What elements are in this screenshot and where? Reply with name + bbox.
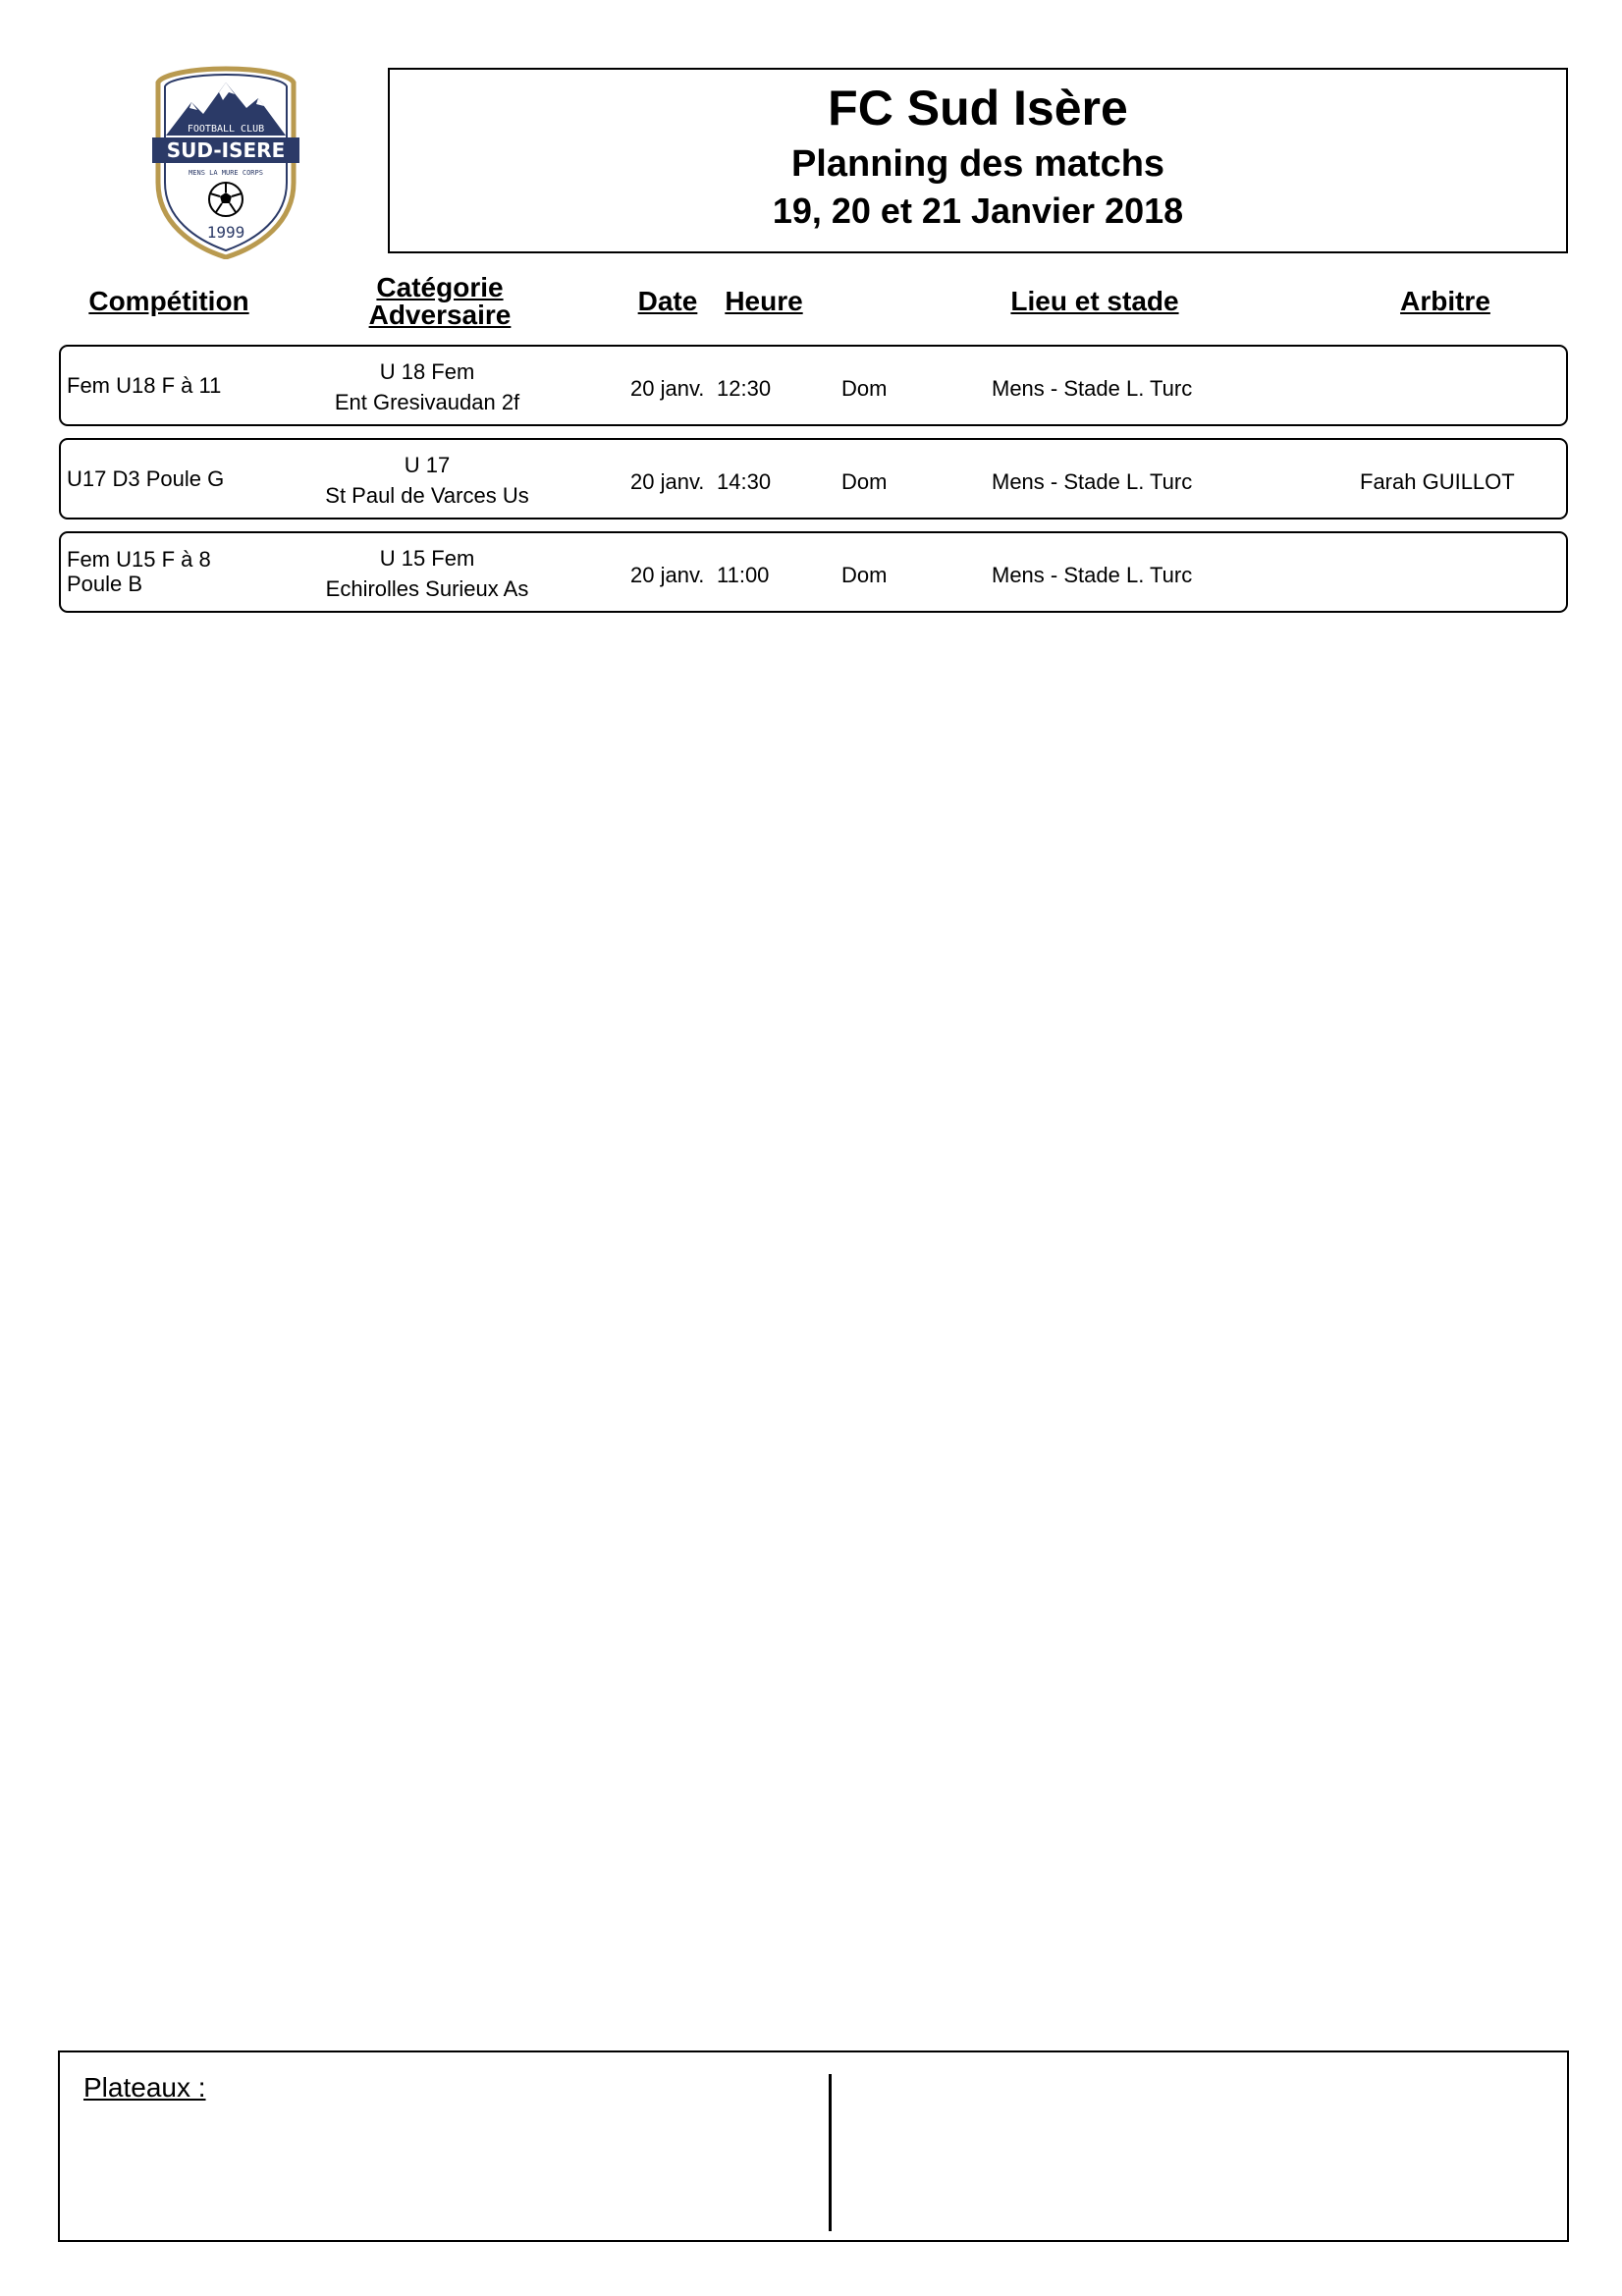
date: 20 janv. xyxy=(630,376,705,401)
lieu: Mens - Stade L. Turc xyxy=(992,376,1193,401)
competition-line2: Poule B xyxy=(67,572,143,596)
header-lieu: Lieu et stade xyxy=(1010,286,1179,316)
match-row xyxy=(59,345,1568,426)
adversaire: Ent Gresivaudan 2f xyxy=(334,390,520,414)
arbitre: Farah GUILLOT xyxy=(1360,469,1515,494)
competition: Fem U18 F à 11 xyxy=(67,373,222,398)
adversaire: Echirolles Surieux As xyxy=(325,576,529,601)
logo-top-text: FOOTBALL CLUB xyxy=(187,124,265,135)
date-range: 19, 20 et 21 Janvier 2018 xyxy=(772,191,1184,231)
subtitle: Planning des matchs xyxy=(790,143,1165,185)
header-date: Date xyxy=(637,286,698,316)
competition: Fem U15 F à 8 xyxy=(67,547,211,572)
header-categorie: Catégorie xyxy=(376,272,504,302)
match-row xyxy=(59,531,1568,613)
adversaire: St Paul de Varces Us xyxy=(325,483,529,508)
lieu-type: Dom xyxy=(841,469,888,494)
date: 20 janv. xyxy=(630,469,705,494)
logo-name: SUD-ISERE xyxy=(166,138,286,162)
header-arbitre: Arbitre xyxy=(1400,286,1490,316)
plateaux-box xyxy=(58,2050,1569,2242)
categorie: U 15 Fem xyxy=(379,546,475,571)
logo-towns: MENS LA MURE CORPS xyxy=(189,169,263,177)
heure: 14:30 xyxy=(717,469,772,494)
lieu-type: Dom xyxy=(841,563,888,587)
plateaux-divider xyxy=(829,2074,832,2231)
categorie: U 17 xyxy=(404,453,451,477)
heure: 12:30 xyxy=(717,376,772,401)
heure: 11:00 xyxy=(717,563,770,587)
club-title: FC Sud Isère xyxy=(828,81,1128,136)
match-row xyxy=(59,438,1568,519)
plateaux-label: Plateaux : xyxy=(83,2072,206,2103)
header-adversaire: Adversaire xyxy=(368,300,512,330)
lieu: Mens - Stade L. Turc xyxy=(992,563,1193,587)
categorie: U 18 Fem xyxy=(379,359,475,384)
header-heure: Heure xyxy=(725,286,803,316)
lieu: Mens - Stade L. Turc xyxy=(992,469,1193,494)
header-competition: Compétition xyxy=(88,286,249,316)
logo-year: 1999 xyxy=(206,223,245,242)
club-logo xyxy=(152,65,299,259)
date: 20 janv. xyxy=(630,563,705,587)
competition: U17 D3 Poule G xyxy=(67,466,225,491)
title-box xyxy=(388,68,1568,253)
lieu-type: Dom xyxy=(841,376,888,401)
